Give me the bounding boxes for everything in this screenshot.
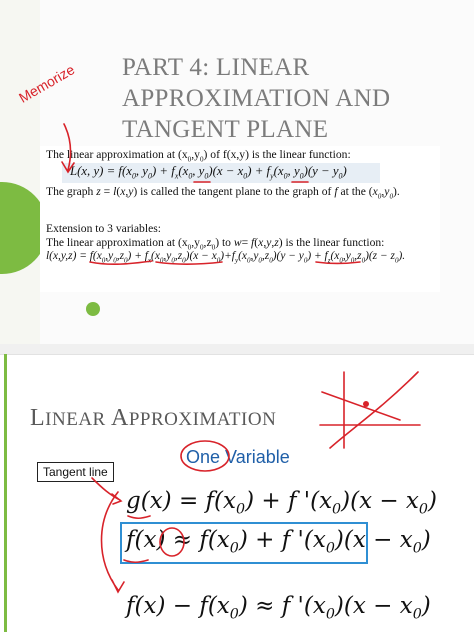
- title-line-3: TANGENT PLANE: [122, 116, 329, 143]
- slide-2-title: LINEAR APPROXIMATION: [30, 405, 277, 431]
- one-variable-subtitle: [186, 447, 290, 468]
- subtitle-variable: Variable: [225, 447, 290, 467]
- tangent-line-label: Tangent line: [37, 462, 114, 482]
- subtitle-one: One: [186, 447, 221, 467]
- extension-text: The linear approximation at $(x_0,y_0,z_0)$ to w= f(x,y,z) is the linear function:: [46, 236, 385, 252]
- approximation-equation: $f(x) \approx f(x_0) + f$ '$(x_0)(x - x_0)$: [126, 527, 431, 557]
- title-line-2: APPROXIMATION AND: [122, 85, 391, 112]
- tangent-plane-text: The graph z = l(x,y) is called the tangent plane to the graph of f at the $(x_0,y_0)$.: [46, 185, 400, 201]
- slide-1-title: [122, 52, 390, 145]
- title-line-1: PART 4: LINEAR: [122, 54, 310, 81]
- slide-1-left-band: [0, 0, 40, 344]
- definition-text: The linear approximation at $(x_0,y_0)$ of f(x,y) is the linear function:: [46, 148, 351, 164]
- extension-heading: Extension to 3 variables:: [46, 222, 161, 235]
- decor-circle-small: [86, 302, 100, 316]
- slide-2-accent-line: [4, 354, 7, 632]
- linear-approx-formula: L(x, $y) = f(x_0$, $y_0) + f_x(x_0$, $y_0)(x - x_0) + f_y(x_0$, $y_0)(y - y_0)$: [70, 164, 347, 181]
- memorize-annotation: Memorize: [16, 61, 78, 106]
- slide-gap: [0, 344, 474, 354]
- difference-equation: $f(x) - f(x_0) \approx f$ '$(x_0)(x - x_0)$: [126, 593, 431, 623]
- three-var-formula: $l(x,y,z) = f(x_0,y_0,z_0) + f_x(x_0,y_0,z_0)(x - x_0)+f_y(x_0,y_0,z_0)(y - y_0) + f_z(x_0,y_0,z_0)(z - z_0)$.: [46, 250, 406, 265]
- tangent-line-equation: $g(x) = f(x_0) + f$ '$(x_0)(x - x_0)$: [126, 488, 437, 518]
